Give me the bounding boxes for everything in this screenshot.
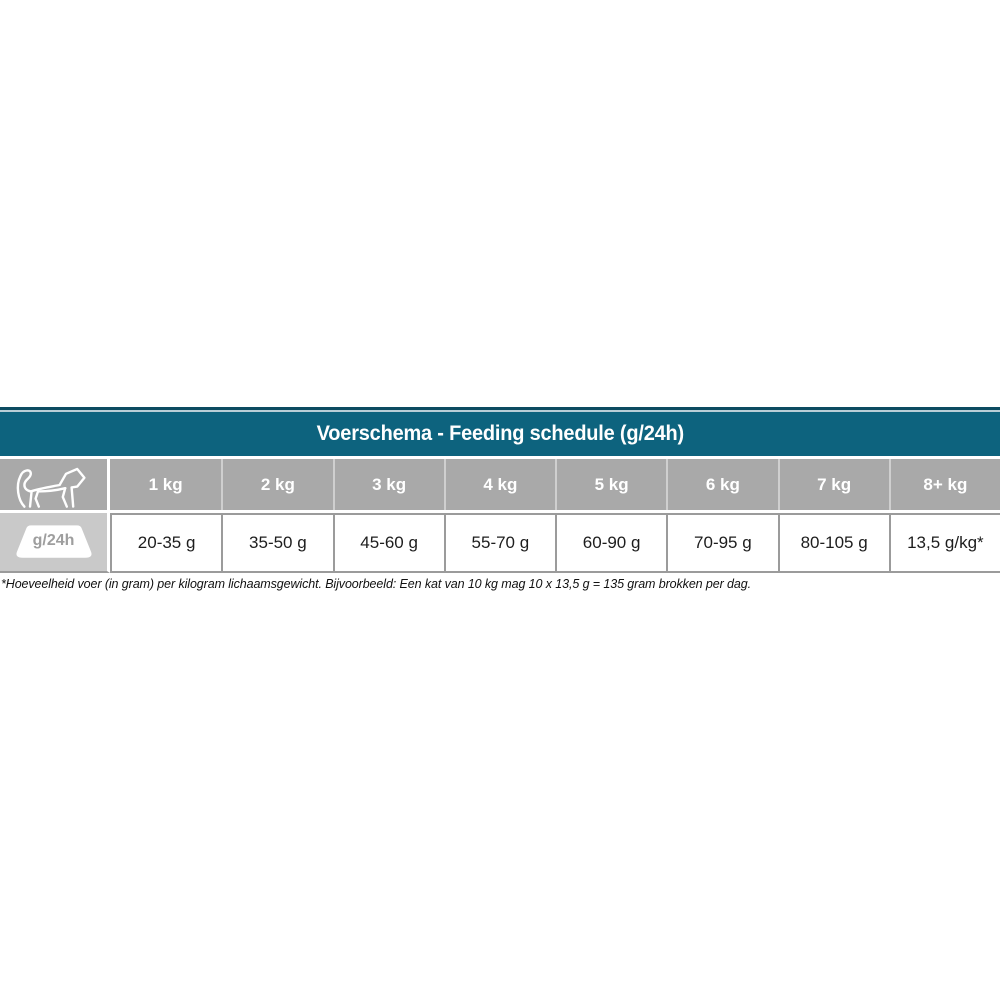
footnote-text: *Hoeveelheid voer (in gram) per kilogram lichaamsgewicht. Bijvoorbeeld: Een kat van 10 kg mag 10 x 13,5 g = 135 gram brokken per dag.	[1, 577, 751, 591]
cat-icon	[10, 461, 98, 509]
weight-header-7kg: 7 kg	[778, 459, 889, 510]
weight-header-1kg: 1 kg	[110, 459, 221, 510]
amounts-row-label-cell	[0, 513, 110, 573]
amount-6kg: 70-95 g	[666, 513, 777, 573]
amount-1kg: 20-35 g	[110, 513, 221, 573]
weight-header-2kg: 2 kg	[221, 459, 332, 510]
amount-3kg: 45-60 g	[333, 513, 444, 573]
weight-header-6kg: 6 kg	[666, 459, 777, 510]
weights-header-row	[0, 459, 1000, 510]
weight-header-3kg: 3 kg	[333, 459, 444, 510]
feeding-schedule-title: Voerschema - Feeding schedule (g/24h)	[316, 422, 684, 445]
amounts-row-unit-label: g/24h	[32, 531, 75, 549]
feeding-schedule-title-bar	[0, 412, 1000, 456]
amount-5kg: 60-90 g	[555, 513, 666, 573]
cat-header-cell	[0, 459, 110, 510]
amount-7kg: 80-105 g	[778, 513, 889, 573]
amount-2kg: 35-50 g	[221, 513, 332, 573]
weight-header-4kg: 4 kg	[444, 459, 555, 510]
feeding-schedule-panel	[0, 407, 1000, 591]
amount-4kg: 55-70 g	[444, 513, 555, 573]
amount-8pluskg: 13,5 g/kg*	[889, 513, 1000, 573]
weight-header-5kg: 5 kg	[555, 459, 666, 510]
weight-header-8pluskg: 8+ kg	[889, 459, 1000, 510]
amounts-row	[0, 513, 1000, 573]
